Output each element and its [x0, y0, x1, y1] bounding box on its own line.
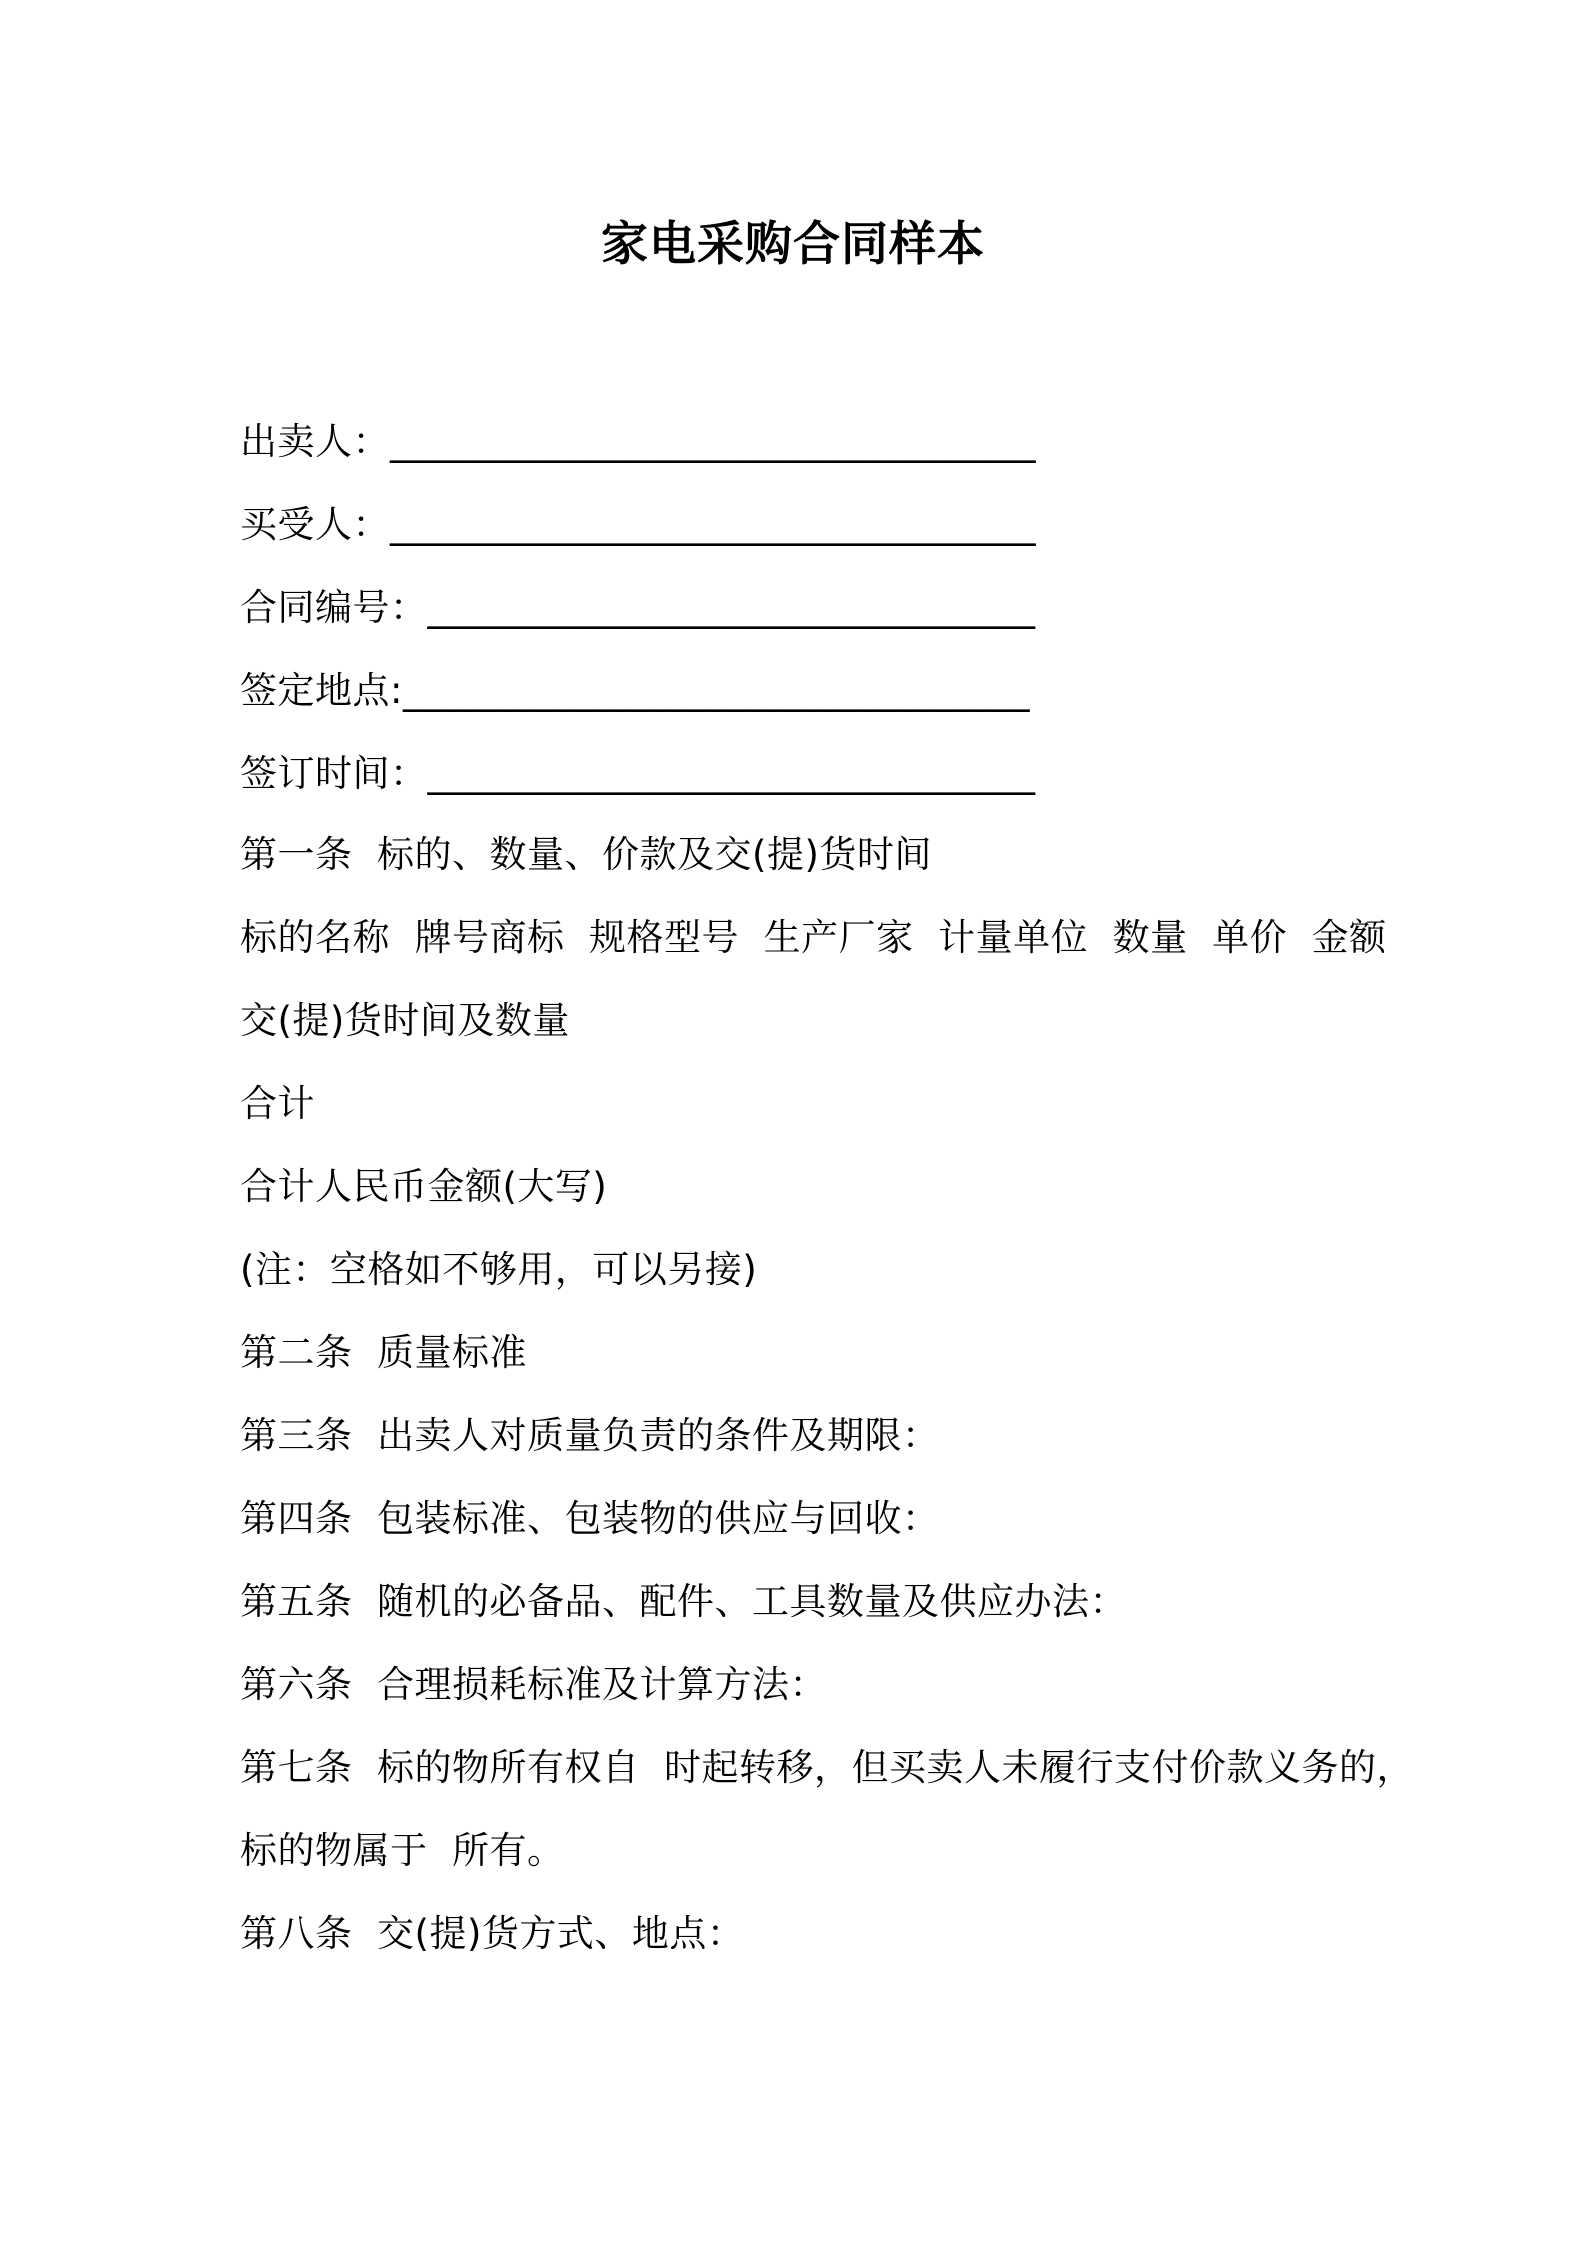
article-1-heading: 第一条 标的、数量、价款及交(提)货时间	[240, 833, 932, 876]
field-buyer: 买受人：__________________________________	[240, 503, 1036, 546]
article-2: 第二条 质量标准	[240, 1331, 528, 1374]
field-signing-time: 签订时间：________________________________	[240, 752, 1036, 795]
article-5: 第五条 随机的必备品、配件、工具数量及供应办法：	[240, 1580, 1128, 1623]
field-contract-number: 合同编号：________________________________	[240, 586, 1036, 629]
article-3: 第三条 出卖人对质量负责的条件及期限：	[240, 1414, 940, 1457]
field-seller: 出卖人：__________________________________	[240, 420, 1036, 463]
article-4: 第四条 包装标准、包装物的供应与回收：	[240, 1497, 940, 1540]
document-title: 家电采购合同样本	[601, 217, 985, 272]
table-header-text: 标的名称 牌号商标 规格型号 生产厂家 计量单位 数量 单价 金额	[240, 916, 1387, 959]
article-8: 第八条 交(提)货方式、地点：	[240, 1912, 745, 1955]
delivery-time-quantity: 交(提)货时间及数量	[240, 999, 570, 1042]
total-line: 合计	[240, 1082, 315, 1125]
field-signing-place: 签定地点:_________________________________	[240, 669, 1030, 712]
article-7-continued: 标的物属于 所有。	[240, 1829, 565, 1872]
note-line: (注：空格如不够用，可以另接)	[240, 1248, 758, 1291]
article-7: 第七条 标的物所有权自 时起转移，但买卖人未履行支付价款义务的，	[240, 1746, 1415, 1789]
article-6: 第六条 合理损耗标准及计算方法：	[240, 1663, 828, 1706]
total-amount-words: 合计人民币金额(大写)	[240, 1165, 608, 1208]
